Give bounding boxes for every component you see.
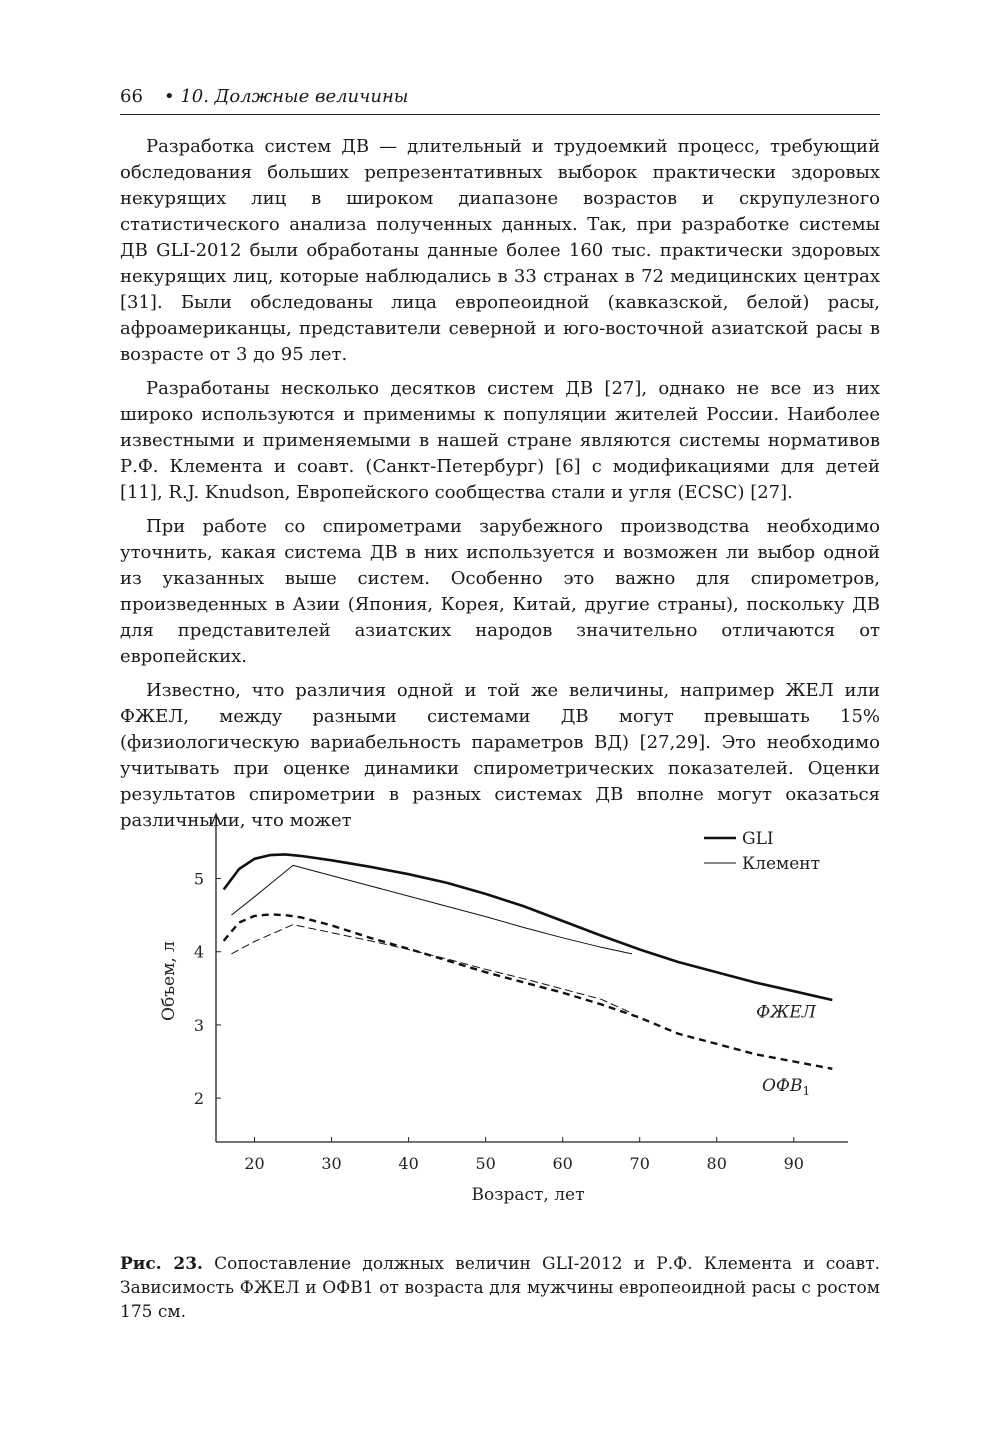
- paragraph-4: Известно, что различия одной и той же величины, например ЖЕЛ или ФЖЕЛ, между разными системами ДВ могут превышать 15% (физиологическую вариабельность параметров ВД) [27,29]. Это необходимо учитывать при оценке динамики спирометрических показателей. Оценки результатов спирометрии в разных системах ДВ вполне могут оказаться различными, что может: [120, 680, 880, 831]
- y-tick-label: 5: [193, 869, 204, 889]
- paragraph-1: Разработка систем ДВ — длительный и трудоемкий процесс, требующий обследования больших репрезентативных выборок практически здоровых некурящих лиц в широком диапазоне возрастов и скрупулезного статистического анализа полученных данных. Так, при разработке системы ДВ GLI-2012 были обработаны данные более 160 тыс. практически здоровых некурящих лиц, которые наблюдались в 33 странах в 72 медицинских центрах [31]. Были обследованы лица европеоидной (кавказской, белой) расы, афроамериканцы, представители северной и юго-восточной азиатской расы в возрасте от 3 до 95 лет.: [120, 136, 880, 365]
- x-tick-label: 70: [629, 1154, 650, 1173]
- caption-label: Рис. 23.: [120, 1254, 203, 1274]
- series-line: [231, 925, 632, 1014]
- x-tick-label: 50: [475, 1154, 496, 1173]
- paragraph-2: Разработаны несколько десятков систем ДВ [27], однако не все из них широко используются и применимы к популяции жителей России. Наиболее известными и применяемыми в нашей стране являются системы нормативов Р.Ф. Клемента и соавт. (Санкт-Петербург) [6] с модификациями для детей [11], R.J. Knudson, Европейского сообщества стали и угля (ECSC) [27].: [120, 378, 880, 503]
- body-text: [120, 134, 880, 842]
- x-tick-label: 60: [552, 1154, 573, 1173]
- series-line: [224, 854, 833, 1000]
- volume-age-chart: [120, 800, 880, 1240]
- paragraph-3: При работе со спирометрами зарубежного производства необходимо уточнить, какая система ДВ в них используется и возможен ли выбор одной из указанных выше систем. Особенно это важно для спирометров, произведенных в Азии (Япония, Корея, Китай, другие страны), поскольку ДВ для представителей азиатских народов значительно отличаются от европейских.: [120, 516, 880, 667]
- legend-label: GLI: [742, 829, 774, 849]
- figure-caption: [120, 1252, 880, 1324]
- x-tick-label: 30: [321, 1154, 342, 1173]
- figure: [120, 800, 880, 1240]
- page-number: 66: [120, 86, 143, 107]
- y-tick-label: 2: [193, 1089, 204, 1109]
- x-axis-label: Возраст, лет: [471, 1185, 585, 1205]
- legend-label: Клемент: [742, 854, 821, 874]
- running-header: [120, 86, 880, 115]
- section-title: • 10. Должные величины: [164, 86, 409, 107]
- y-tick-label: 3: [193, 1015, 204, 1035]
- x-tick-label: 90: [783, 1154, 804, 1173]
- x-tick-label: 40: [398, 1154, 419, 1173]
- x-tick-label: 80: [706, 1154, 727, 1173]
- series-annotation: $ОФВ_1$: [761, 1075, 811, 1098]
- series-line: [224, 914, 833, 1068]
- y-tick-label: 4: [193, 942, 204, 962]
- caption-text: Сопоставление должных величин GLI-2012 и Р.Ф. Клемента и соавт. Зависимость ФЖЕЛ и ОФВ1 от возраста для мужчины европеоидной расы с ростом 175 см.: [120, 1254, 881, 1322]
- y-axis-label: Объем, л: [159, 941, 179, 1021]
- series-annotation: ФЖЕЛ: [756, 1002, 816, 1023]
- x-tick-label: 20: [244, 1154, 265, 1173]
